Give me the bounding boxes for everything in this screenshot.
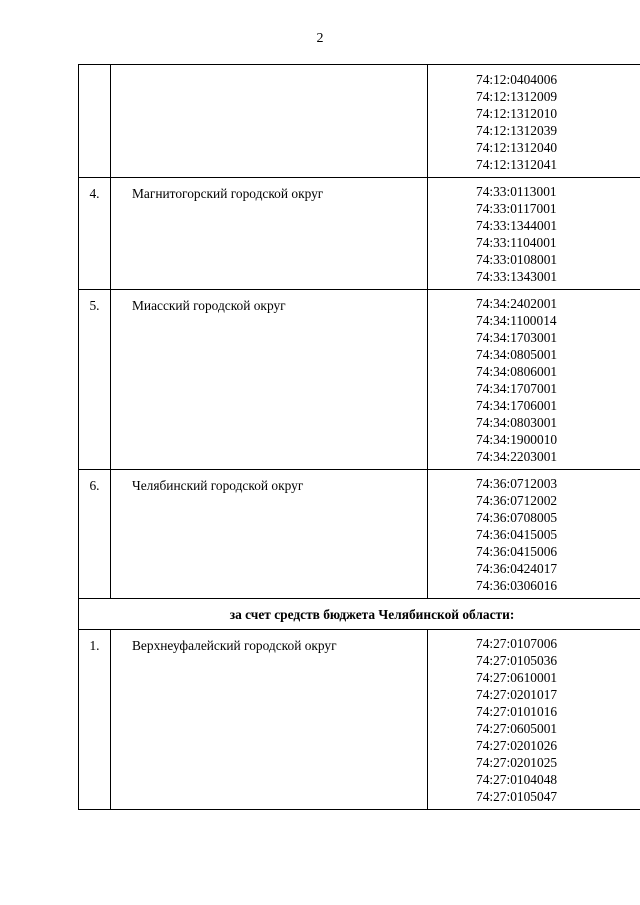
row-number-cell: 1.: [79, 630, 111, 810]
cadastral-code: 74:33:1344001: [476, 218, 558, 233]
table-body: [79, 65, 640, 810]
district-name-cell: Челябинский городской округ: [111, 470, 428, 599]
cadastral-code: 74:27:0101016: [476, 704, 558, 719]
cadastral-code: 74:12:1312010: [476, 106, 558, 121]
cadastral-code: 74:27:0605001: [476, 721, 558, 736]
row-number-cell: 6.: [79, 470, 111, 599]
table-row-miass: [79, 290, 640, 470]
district-name-cell: Миасский городской округ: [111, 290, 428, 470]
table-row-magnitogorsk: [79, 178, 640, 290]
cadastral-code: 74:36:0712003: [476, 476, 558, 491]
table-row-continuation: [79, 65, 640, 178]
cadastral-code: 74:36:0708005: [476, 510, 558, 525]
cadastral-code: 74:34:1707001: [476, 381, 558, 396]
section-heading: за счет средств бюджета Челябинской области:: [79, 599, 640, 630]
cadastral-code: 74:34:0803001: [476, 415, 558, 430]
cadastral-code: 74:27:0104048: [476, 772, 558, 787]
cadastral-code: 74:27:0201025: [476, 755, 558, 770]
cadastral-code: 74:27:0201026: [476, 738, 558, 753]
district-name-cell: Верхнеуфалейский городской округ: [111, 630, 428, 810]
cadastral-codes-cell: [428, 470, 640, 599]
cadastral-code: 74:12:1312040: [476, 140, 558, 155]
cadastral-code: 74:36:0415005: [476, 527, 558, 542]
cadastral-codes-cell: [428, 630, 640, 810]
cadastral-code: 74:33:0108001: [476, 252, 558, 267]
cadastral-code: 74:34:1706001: [476, 398, 558, 413]
cadastral-code: 74:34:0806001: [476, 364, 558, 379]
table-row-chelyabinsk: [79, 470, 640, 599]
cadastral-code: 74:27:0610001: [476, 670, 558, 685]
cadastral-code: 74:27:0105036: [476, 653, 558, 668]
cadastral-code: 74:27:0107006: [476, 636, 558, 651]
cadastral-code: 74:34:2203001: [476, 449, 558, 464]
table-row-verkhny-ufaley: [79, 630, 640, 810]
district-name-cell: Магнитогорский городской округ: [111, 178, 428, 290]
cadastral-code: 74:36:0424017: [476, 561, 558, 576]
row-number-cell: 4.: [79, 178, 111, 290]
row-number-cell: 5.: [79, 290, 111, 470]
cadastral-code: 74:36:0306016: [476, 578, 558, 593]
cadastral-code: 74:12:0404006: [476, 72, 558, 87]
cadastral-code: 74:27:0201017: [476, 687, 558, 702]
cadastral-code: 74:33:1343001: [476, 269, 558, 284]
cadastral-codes-cell: [428, 290, 640, 470]
cadastral-code: 74:36:0712002: [476, 493, 558, 508]
cadastral-code: 74:33:0117001: [476, 201, 557, 216]
cadastral-code: 74:12:1312039: [476, 123, 558, 138]
cadastral-codes-cell: [428, 65, 640, 178]
cadastral-code: 74:12:1312041: [476, 157, 558, 172]
row-number-cell: [79, 65, 111, 178]
cadastral-codes-cell: [428, 178, 640, 290]
cadastral-code: 74:33:0113001: [476, 184, 557, 199]
cadastral-code: 74:36:0415006: [476, 544, 558, 559]
cadastral-code: 74:33:1104001: [476, 235, 557, 250]
page-number: 2: [316, 31, 324, 46]
cadastral-code: 74:12:1312009: [476, 89, 558, 104]
cadastral-blocks-table: [78, 64, 640, 810]
cadastral-code: 74:34:0805001: [476, 347, 558, 362]
section-heading-row: [79, 599, 640, 630]
cadastral-code: 74:34:2402001: [476, 296, 558, 311]
cadastral-code: 74:34:1703001: [476, 330, 558, 345]
cadastral-code: 74:34:1100014: [476, 313, 557, 328]
district-name-cell: [111, 65, 428, 178]
cadastral-code: 74:34:1900010: [476, 432, 558, 447]
cadastral-code: 74:27:0105047: [476, 789, 558, 804]
